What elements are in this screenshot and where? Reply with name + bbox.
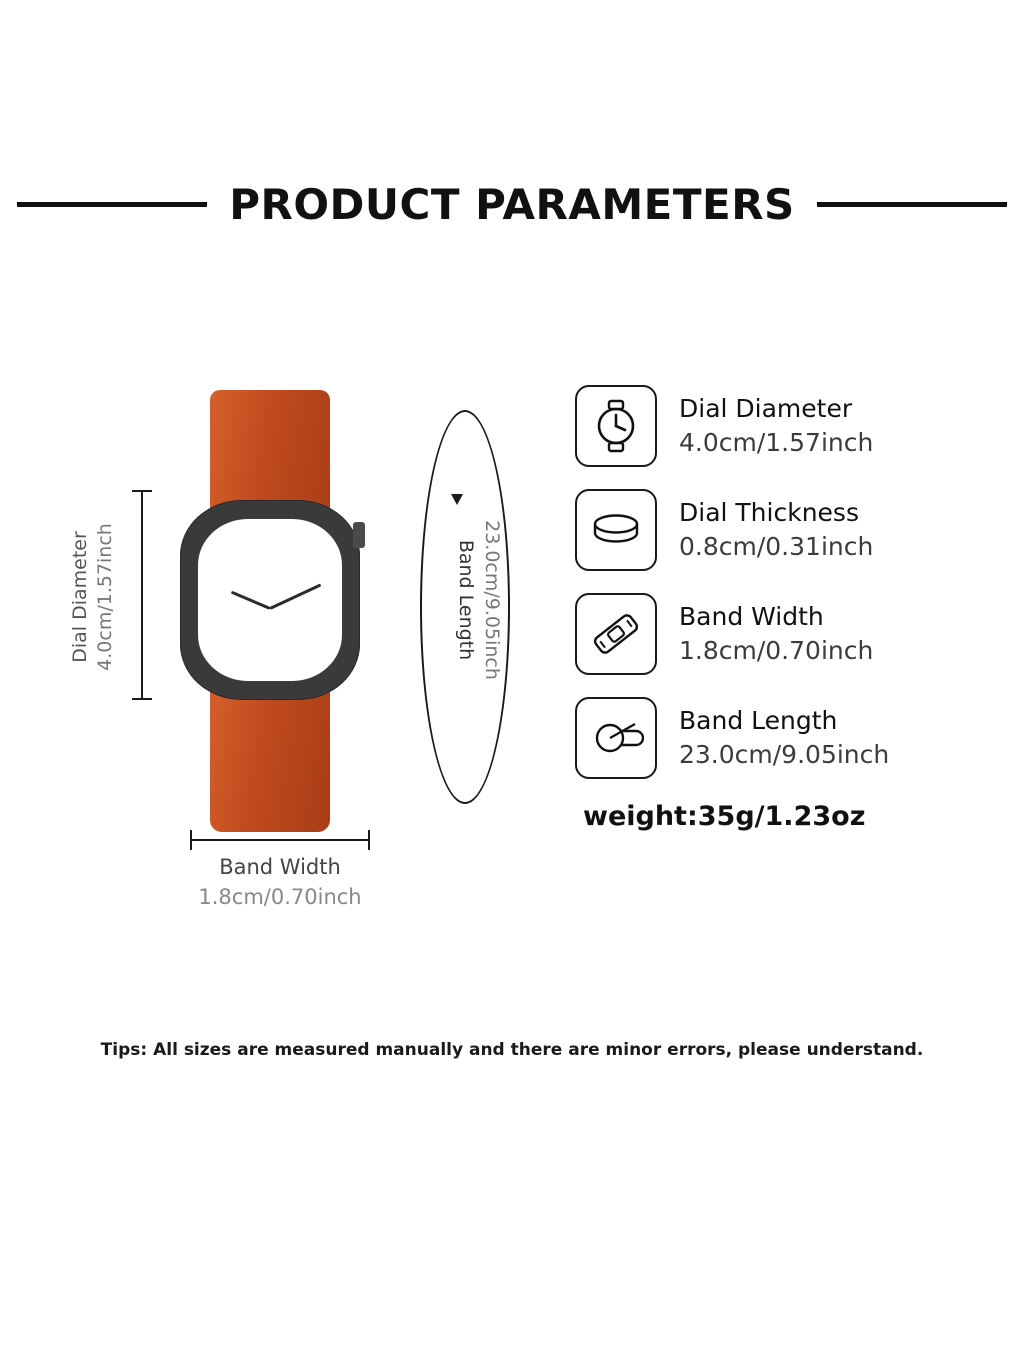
band-width-caliper bbox=[190, 830, 370, 850]
header-rule-left bbox=[17, 202, 207, 207]
caliper-cap-right bbox=[368, 830, 370, 850]
spec-list bbox=[575, 385, 975, 832]
band-length-annotation-value: 23.0cm/9.05inch bbox=[481, 520, 503, 680]
band-width-annotation-value: 1.8cm/0.70inch bbox=[198, 885, 362, 909]
watch-dial bbox=[198, 519, 342, 681]
spec-text-band-length bbox=[679, 704, 889, 772]
spec-row-band-width bbox=[575, 593, 975, 675]
caliper-line bbox=[141, 490, 143, 700]
dial-diameter-annotation-label: Dial Diameter bbox=[69, 531, 91, 663]
weight-text: weight:35g/1.23oz bbox=[583, 801, 866, 832]
header-rule-right bbox=[817, 202, 1007, 207]
tips-text: Tips: All sizes are measured manually and there are minor errors, please understand. bbox=[100, 1040, 924, 1060]
spec-row-dial-thickness bbox=[575, 489, 975, 571]
band-length-annotation-label: Band Length bbox=[455, 539, 477, 661]
watch-face-icon bbox=[575, 385, 657, 467]
spec-value: 1.8cm/0.70inch bbox=[679, 636, 874, 665]
caliper-line-horizontal bbox=[190, 839, 370, 841]
spec-title: Dial Diameter bbox=[679, 394, 853, 423]
caliper-cap-bottom bbox=[132, 698, 152, 700]
page-header bbox=[0, 180, 1024, 229]
spec-title: Dial Thickness bbox=[679, 498, 859, 527]
watch-graphic bbox=[180, 390, 360, 820]
watch-case bbox=[180, 500, 360, 700]
spec-value: 0.8cm/0.31inch bbox=[679, 532, 874, 561]
watch-crown bbox=[353, 522, 365, 548]
watch-illustration bbox=[70, 390, 540, 930]
dial-diameter-annotation-value: 4.0cm/1.57inch bbox=[94, 523, 116, 671]
watch-minute-hand bbox=[269, 583, 321, 609]
spec-title: Band Length bbox=[679, 706, 838, 735]
spec-title: Band Width bbox=[679, 602, 824, 631]
spec-value: 4.0cm/1.57inch bbox=[679, 428, 874, 457]
page-title: PRODUCT PARAMETERS bbox=[229, 180, 795, 229]
spec-row-band-length bbox=[575, 697, 975, 779]
dial-diameter-annotation bbox=[68, 482, 118, 712]
disc-thickness-icon bbox=[575, 489, 657, 571]
strap-loop-icon bbox=[575, 697, 657, 779]
band-width-annotation-label: Band Width bbox=[219, 855, 341, 879]
spec-text-band-width bbox=[679, 600, 873, 668]
dial-diameter-caliper bbox=[132, 490, 152, 700]
band-length-annotation bbox=[453, 475, 505, 725]
band-width-annotation bbox=[125, 852, 435, 912]
spec-text-dial-diameter bbox=[679, 392, 873, 460]
strap-width-icon bbox=[575, 593, 657, 675]
spec-row-dial-diameter bbox=[575, 385, 975, 467]
spec-text-dial-thickness bbox=[679, 496, 873, 564]
watch-hour-hand bbox=[231, 591, 271, 610]
spec-value: 23.0cm/9.05inch bbox=[679, 740, 890, 769]
